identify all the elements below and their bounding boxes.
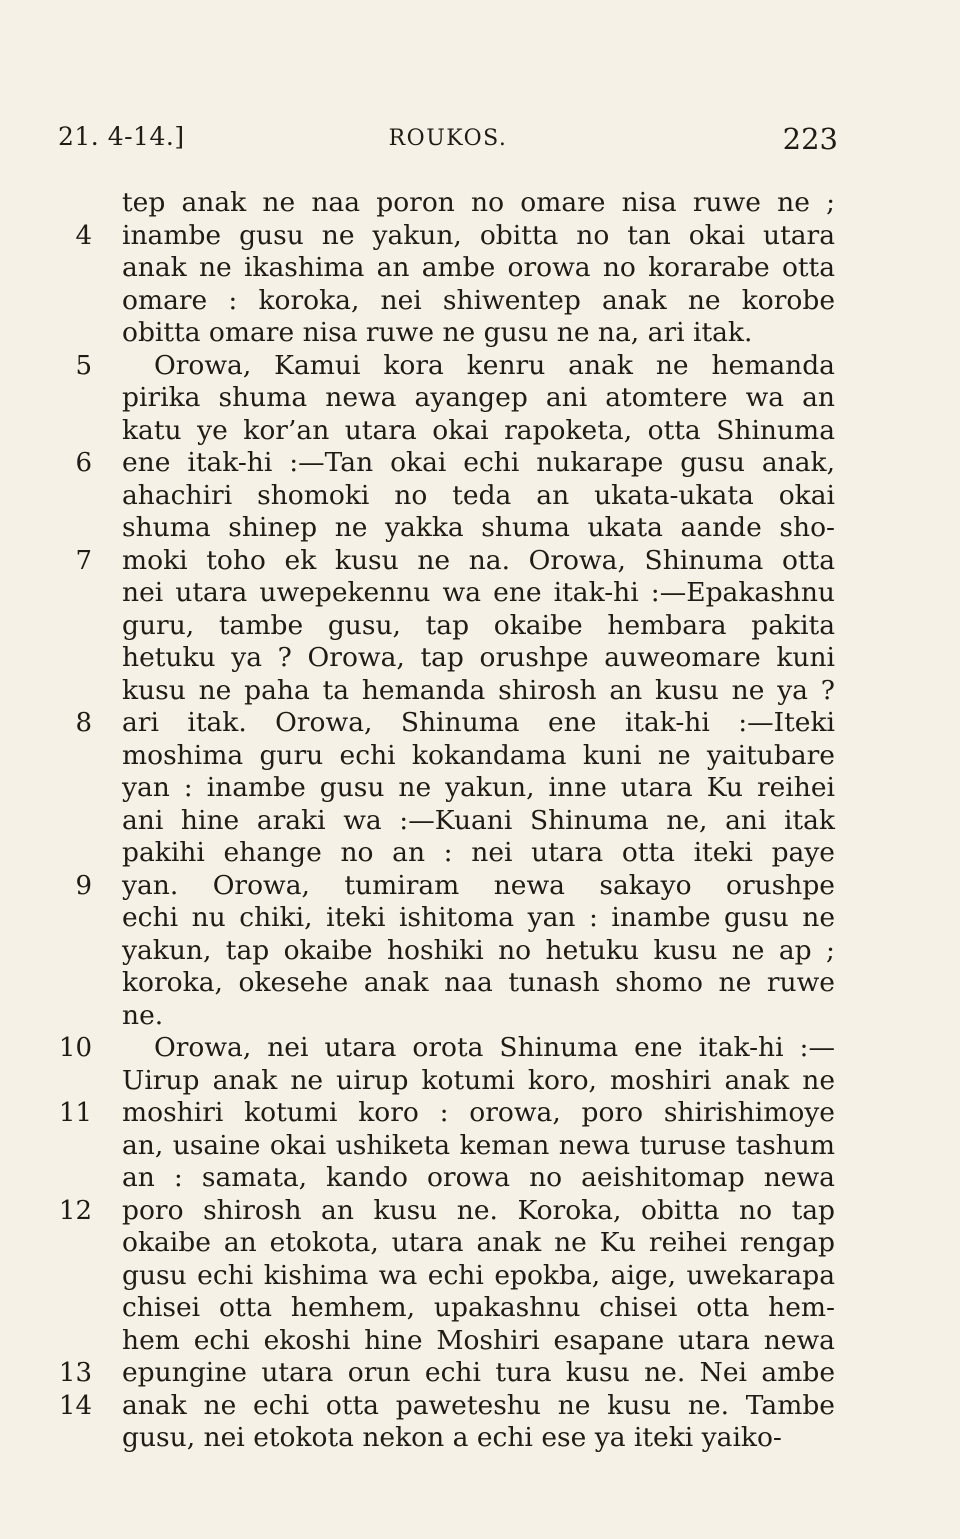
line-text: yakun, tap okaibe hoshiki no hetuku kusu ne ap ; [122, 934, 835, 966]
line-text: poro shirosh an kusu ne. Koroka, obitta no tap [122, 1194, 835, 1226]
text-line [0, 1097, 960, 1130]
text-line [0, 1000, 960, 1033]
text-body [0, 187, 960, 1455]
text-line [0, 187, 960, 220]
line-text: Uirup anak ne uirup kotumi koro, moshiri anak ne [122, 1064, 835, 1096]
text-line [0, 220, 960, 253]
text-line [0, 772, 960, 805]
line-text: ari itak. Orowa, Shinuma ene itak-hi :—Iteki [122, 707, 835, 738]
text-line [0, 512, 960, 545]
line-text: pakihi ehange no an : nei utara otta iteki paye [122, 837, 835, 868]
line-text: okaibe an etokota, utara anak ne Ku reihei rengap [122, 1227, 835, 1258]
text-line [0, 1390, 960, 1423]
line-text: anak ne ikashima an ambe orowa no korarabe otta [122, 252, 835, 283]
line-text: guru, tambe gusu, tap okaibe hembara pakita [122, 609, 835, 641]
line-text: gusu echi kishima wa echi epokba, aige, uwekarapa [122, 1259, 835, 1291]
text-line [0, 1260, 960, 1293]
line-text: gusu, nei etokota nekon a echi ese ya iteki yaiko- [122, 1422, 782, 1453]
verse-number: 14 [58, 1390, 92, 1421]
text-line [0, 837, 960, 870]
text-line [0, 675, 960, 708]
chapter-verse-reference: 21. 4-14.] [58, 122, 185, 151]
text-line [0, 642, 960, 675]
line-text: ahachiri shomoki no teda an ukata-ukata okai [122, 479, 835, 511]
text-line [0, 1195, 960, 1228]
text-line [0, 740, 960, 773]
line-text: Orowa, Kamui kora kenru anak ne hemanda [154, 349, 835, 381]
line-text: tep anak ne naa poron no omare nisa ruwe ne ; [122, 187, 835, 218]
text-line [0, 805, 960, 838]
line-text: ne. [122, 999, 164, 1031]
line-text: anak ne echi otta paweteshu ne kusu ne. Tambe [122, 1389, 835, 1421]
verse-number: 11 [58, 1098, 92, 1128]
text-line [0, 967, 960, 1000]
line-text: koroka, okesehe anak naa tunash shomo ne ruwe [122, 967, 835, 998]
verse-number: 9 [75, 870, 92, 901]
verse-number: 4 [75, 220, 92, 251]
line-text: moki toho ek kusu ne na. Orowa, Shinuma otta [122, 544, 835, 576]
line-text: ani hine araki wa :—Kuani Shinuma ne, ani itak [122, 804, 835, 836]
text-line [0, 252, 960, 285]
running-title: ROUKOS. [388, 126, 508, 151]
line-text: echi nu chiki, iteki ishitoma yan : inambe gusu ne [122, 902, 835, 933]
text-line [0, 610, 960, 643]
line-text: chisei otta hemhem, upakashnu chisei otta hem- [122, 1292, 835, 1323]
text-line [0, 1130, 960, 1163]
line-text: katu ye kor’an utara okai rapoketa, otta Shinuma [122, 414, 835, 446]
text-line [0, 902, 960, 935]
text-line [0, 447, 960, 480]
text-line [0, 1422, 960, 1455]
line-text: kusu ne paha ta hemanda shirosh an kusu ne ya ? [122, 674, 835, 706]
text-line [0, 1325, 960, 1358]
line-text: moshima guru echi kokandama kuni ne yaitubare [122, 739, 835, 771]
text-line [0, 415, 960, 448]
text-line [0, 577, 960, 610]
text-line [0, 285, 960, 318]
text-line [0, 382, 960, 415]
text-line [0, 1032, 960, 1065]
verse-number: 13 [58, 1358, 92, 1388]
text-line [0, 1227, 960, 1260]
text-line [0, 545, 960, 578]
text-line [0, 1357, 960, 1390]
line-text: Orowa, nei utara orota Shinuma ene itak-hi :— [154, 1032, 835, 1063]
text-line [0, 350, 960, 383]
verse-number: 12 [58, 1195, 92, 1226]
line-text: hetuku ya ? Orowa, tap orushpe auweomare kuni [122, 642, 835, 673]
page-number: 223 [782, 122, 838, 156]
verse-number: 6 [75, 448, 92, 478]
line-text: hem echi ekoshi hine Moshiri esapane utara newa [122, 1324, 835, 1356]
line-text: shuma shinep ne yakka shuma ukata aande sho- [122, 512, 835, 543]
verse-number: 10 [58, 1033, 92, 1063]
line-text: yan. Orowa, tumiram newa sakayo orushpe [122, 869, 835, 901]
line-text: an, usaine okai ushiketa keman newa turuse tashum [122, 1129, 835, 1161]
line-text: pirika shuma newa ayangep ani atomtere wa an [122, 382, 835, 413]
text-line [0, 707, 960, 740]
line-text: yan : inambe gusu ne yakun, inne utara Ku reihei [122, 772, 835, 803]
line-text: an : samata, kando orowa no aeishitomap newa [122, 1162, 835, 1193]
verse-number: 8 [75, 708, 92, 738]
text-line [0, 870, 960, 903]
text-line [0, 1065, 960, 1098]
line-text: omare : koroka, nei shiwentep anak ne korobe [122, 284, 835, 316]
line-text: ene itak-hi :—Tan okai echi nukarape gusu anak, [122, 447, 835, 478]
text-line [0, 317, 960, 350]
text-line [0, 1162, 960, 1195]
line-text: inambe gusu ne yakun, obitta no tan okai utara [122, 219, 835, 251]
page-header [58, 118, 838, 162]
text-line [0, 480, 960, 513]
verse-number: 5 [75, 350, 92, 381]
text-line [0, 1292, 960, 1325]
line-text: nei utara uwepekennu wa ene itak-hi :—Epakashnu [122, 577, 835, 608]
line-text: moshiri kotumi koro : orowa, poro shirishimoye [122, 1097, 835, 1128]
verse-number: 7 [75, 545, 92, 576]
line-text: obitta omare nisa ruwe ne gusu ne na, ari itak. [122, 317, 753, 348]
text-line [0, 935, 960, 968]
line-text: epungine utara orun echi tura kusu ne. Nei ambe [122, 1357, 835, 1388]
